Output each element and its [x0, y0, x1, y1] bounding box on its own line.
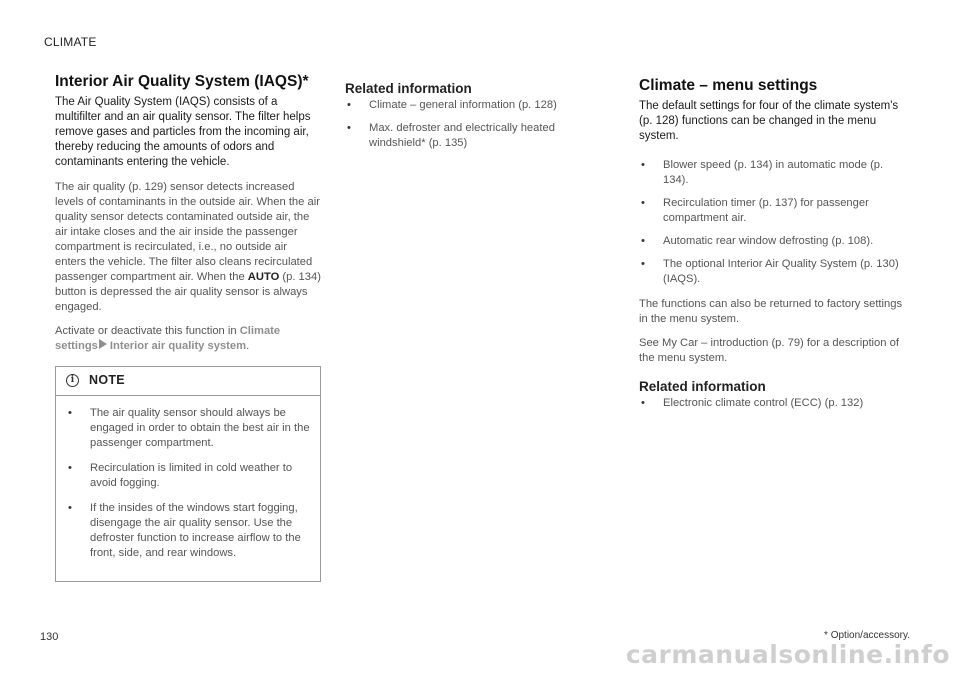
iaqs-p2-text-a: Activate or deactivate this function in [55, 325, 240, 337]
note-item: • The air quality sensor should always be engaged in order to obtain the best air in the passenger compartment. [66, 406, 310, 451]
menu-path-climate-settings: Climate settings [55, 325, 281, 352]
section-header: CLIMATE [44, 35, 97, 49]
info-icon: i [66, 374, 79, 387]
auto-button-label: AUTO [247, 271, 280, 283]
column-related-info [345, 80, 607, 161]
menu-settings-list [639, 158, 911, 287]
iaqs-p1-text-b: (p. 134) button is depressed the air quality sensor is always engaged. [55, 271, 321, 313]
note-divider [56, 395, 320, 396]
related-info-heading-2: Related information [639, 379, 766, 394]
iaqs-paragraph-1 [55, 180, 321, 315]
iaqs-p2-text-b: . [246, 340, 250, 352]
menu-settings-item[interactable]: • Blower speed (p. 134) in automatic mode (p. 134). [639, 158, 911, 188]
iaqs-heading: Interior Air Quality System (IAQS)* [55, 73, 309, 90]
note-list [66, 406, 310, 561]
menu-path-interior-air-quality: Interior air quality system [109, 340, 247, 352]
menu-settings-item[interactable]: • Automatic rear window defrosting (p. 108). [639, 234, 911, 249]
menu-settings-heading: Climate – menu settings [639, 77, 818, 94]
related-info-link[interactable]: • Climate – general information (p. 128) [345, 98, 607, 113]
iaqs-p1-text-a: The air quality (p. 129) sensor detects increased levels of contaminants in the outside air. When the air quality sensor detects contaminated outside air, the air intake closes and the air inside the passenger compartment is recirculated, i.e., no outside air enters the vehicle. The filter also cleans recirculated passenger compartment air. When the [55, 181, 320, 283]
note-header [66, 373, 310, 387]
menu-settings-lead: The default settings for four of the climate system's (p. 128) functions can be changed in the menu system. [639, 100, 899, 142]
column-iaqs [55, 72, 321, 582]
iaqs-paragraph-2 [55, 324, 321, 354]
note-box [55, 366, 321, 582]
related-info-heading: Related information [345, 81, 472, 96]
iaqs-lead: The Air Quality System (IAQS) consists of a multifilter and an air quality sensor. The filter helps remove gases and particles from the incoming air, thereby reducing the amounts of odors and contaminants entering the vehicle. [55, 96, 311, 168]
menu-settings-item[interactable]: • Recirculation timer (p. 137) for passenger compartment air. [639, 196, 911, 226]
note-item: • If the insides of the windows start fogging, disengage the air quality sensor. Use the defroster function to increase airflow to the front, side, and rear windows. [66, 501, 310, 561]
menu-settings-item[interactable]: • The optional Interior Air Quality System (p. 130) (IAQS). [639, 257, 911, 287]
watermark-text: carmanualsonline.info [625, 640, 950, 669]
page-number: 130 [40, 631, 59, 643]
related-info-list [345, 98, 607, 151]
related-info-link[interactable]: • Max. defroster and electrically heated windshield* (p. 135) [345, 121, 607, 151]
column-menu-settings [639, 76, 911, 421]
footnote-option-accessory: * Option/accessory. [824, 630, 910, 641]
related-info-link[interactable]: • Electronic climate control (ECC) (p. 132) [639, 396, 911, 411]
related-info-list-2 [639, 396, 911, 411]
arrow-right-icon [99, 339, 107, 349]
menu-settings-paragraph-2: See My Car – introduction (p. 79) for a description of the menu system. [639, 337, 899, 364]
note-title: NOTE [89, 373, 125, 387]
note-item: • Recirculation is limited in cold weather to avoid fogging. [66, 461, 310, 491]
menu-settings-paragraph-1: The functions can also be returned to factory settings in the menu system. [639, 298, 903, 325]
